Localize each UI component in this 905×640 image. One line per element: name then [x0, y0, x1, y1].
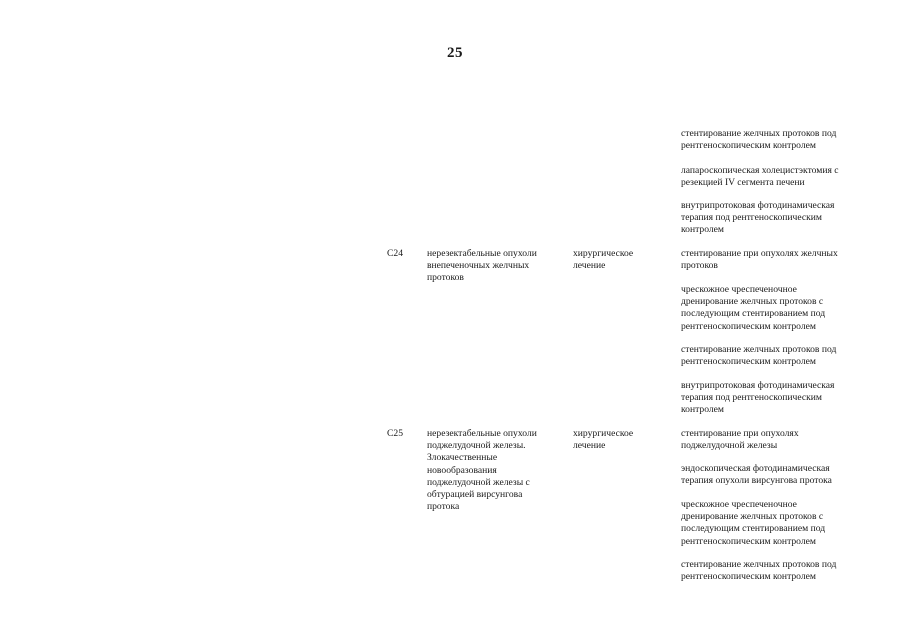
row-diagnosis: нерезектабельные опухоли поджелудочной железы. Злокачественные новообразования поджелудочной железы с обтурацией вирсунгова протока [427, 428, 537, 513]
procedure-item: чрескожное чреспеченочное дренирование желчных протоков с последующим стентированием под рентгеноскопическим контролем [681, 499, 826, 547]
procedure-item: стентирование желчных протоков под рентгеноскопическим контролем [681, 344, 837, 368]
procedure-item: стентирование при опухолях желчных протоков [681, 248, 838, 272]
row-treatment: хирургическое лечение [573, 248, 634, 272]
row-diagnosis: нерезектабельные опухоли внепеченочных желчных протоков [427, 248, 537, 284]
procedure-item: стентирование при опухолях поджелудочной железы [681, 428, 799, 452]
row-code: C25 [387, 428, 403, 439]
procedure-item: лапароскопическая холецистэктомия с резекцией IV сегмента печени [681, 165, 839, 189]
row-treatment: хирургическое лечение [573, 428, 634, 452]
row-code: C24 [387, 248, 403, 259]
procedure-item: внутрипротоковая фотодинамическая терапия под рентгеноскопическим контролем [681, 200, 835, 236]
page-number: 25 [447, 45, 463, 61]
procedure-item: внутрипротоковая фотодинамическая терапия под рентгеноскопическим контролем [681, 380, 835, 416]
procedure-item: стентирование желчных протоков под рентгеноскопическим контролем [681, 128, 837, 152]
procedure-item: стентирование желчных протоков под рентгеноскопическим контролем [681, 559, 837, 583]
procedure-item: чрескожное чреспеченочное дренирование желчных протоков с последующим стентированием под рентгеноскопическим контролем [681, 284, 826, 332]
procedure-item: эндоскопическая фотодинамическая терапия опухоли вирсунгова протока [681, 463, 832, 487]
